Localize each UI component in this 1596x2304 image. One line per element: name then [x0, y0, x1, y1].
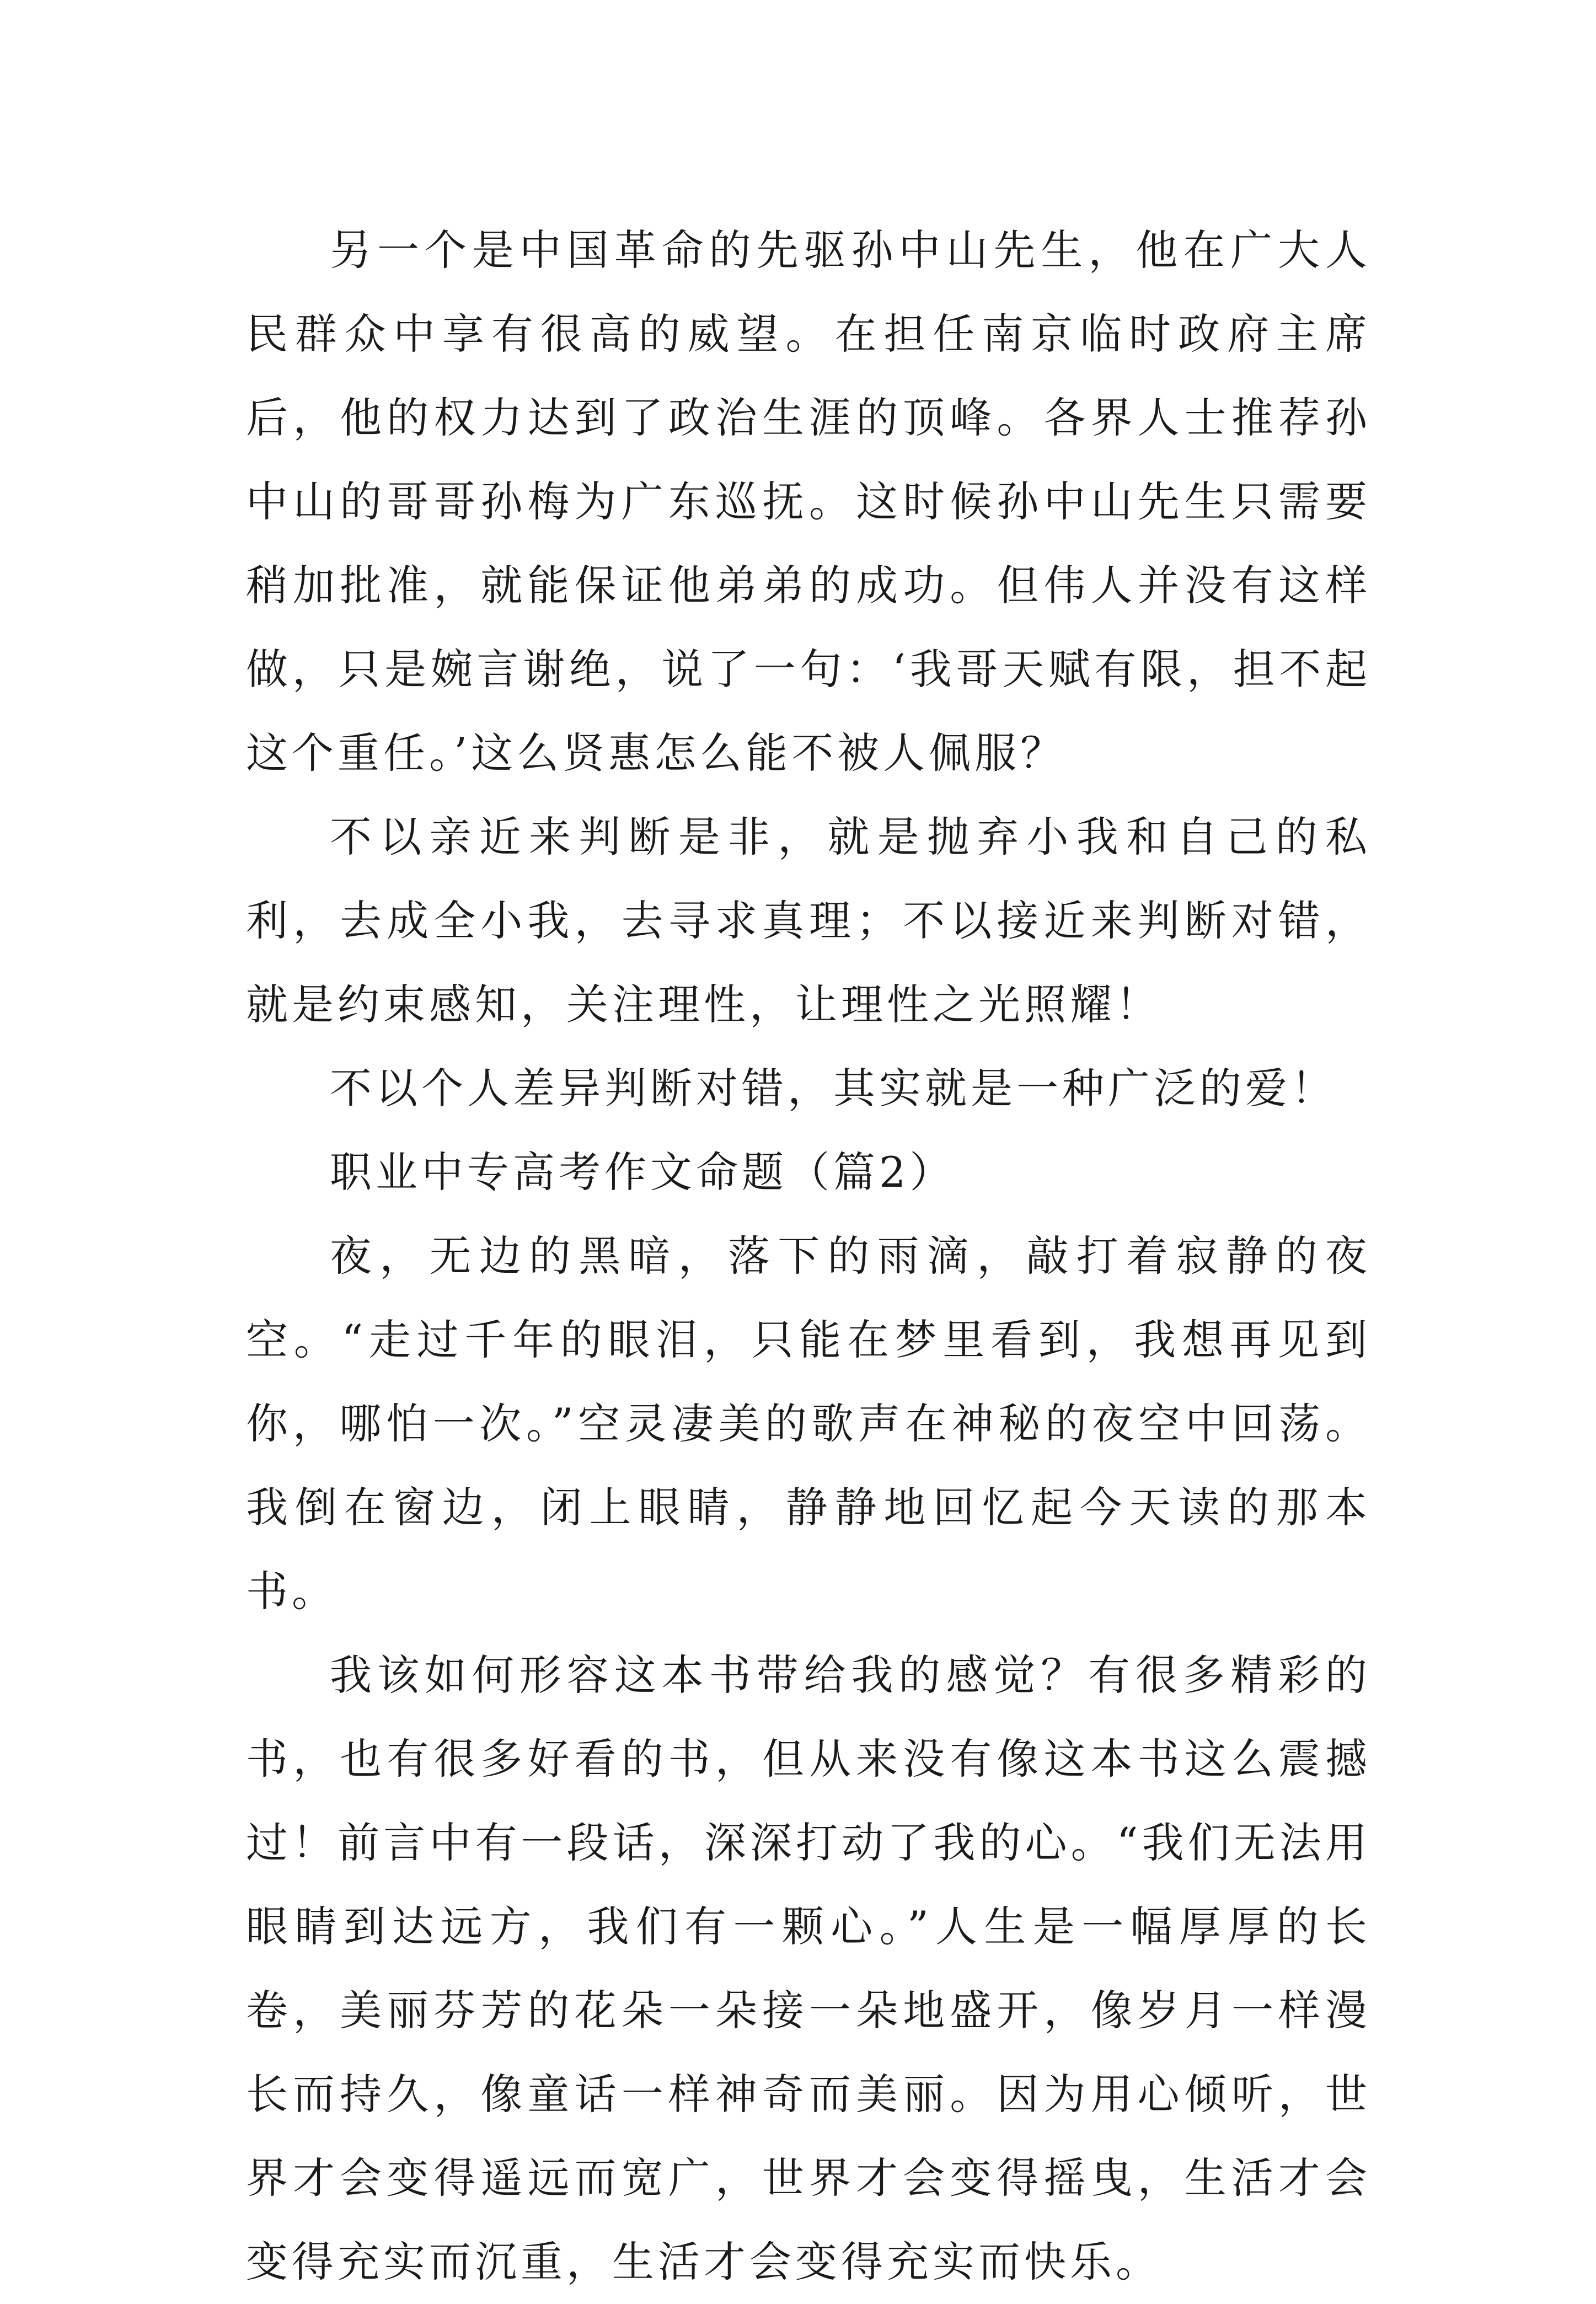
section-heading: 职业中专高考作文命题（篇2）: [330, 1148, 956, 1197]
paragraph-book-feeling: 我该如何形容这本书带给我的感觉？有很多精彩的书，也有很多好看的书，但从来没有像这本书这么震撼过！前言中有一段话，深深打动了我的心。“我们无法用眼睛到达远方，我们有一颗心。”人生是一幅厚厚的长卷，美丽芬芳的花朵一朵接一朵地盛开，像岁月一样漫长而持久，像童话一样神奇而美丽。因为用心倾听，世界才会变得遥远而宽广，世界才会变得摇曳，生活才会变得充实而沉重，生活才会变得充实而快乐。: [246, 1651, 1371, 2286]
paragraph-judgement: 不以亲近来判断是非，就是抛弃小我和自己的私利，去成全小我，去寻求真理；不以接近来判断对错，就是约束感知，关注理性，让理性之光照耀！: [246, 812, 1371, 1029]
paragraph-broad-love: 不以个人差异判断对错，其实就是一种广泛的爱！: [330, 1064, 1337, 1113]
document-body: [246, 208, 1371, 2304]
paragraph-sun-yat-sen: 另一个是中国革命的先驱孙中山先生，他在广大人民群众中享有很高的威望。在担任南京临时政府主席后，他的权力达到了政治生涯的顶峰。各界人士推荐孙中山的哥哥孙梅为广东巡抚。这时候孙中山先生只需要稍加批准，就能保证他弟弟的成功。但伟人并没有这样做，只是婉言谢绝，说了一句：‘我哥天赋有限，担不起这个重任。’这么贤惠怎么能不被人佩服？: [246, 226, 1371, 778]
paragraph-night: 夜，无边的黑暗，落下的雨滴，敲打着寂静的夜空。“走过千年的眼泪，只能在梦里看到，我想再见到你，哪怕一次。”空灵凄美的歌声在神秘的夜空中回荡。我倒在窗边，闭上眼睛，静静地回忆起今天读的那本书。: [246, 1231, 1371, 1616]
